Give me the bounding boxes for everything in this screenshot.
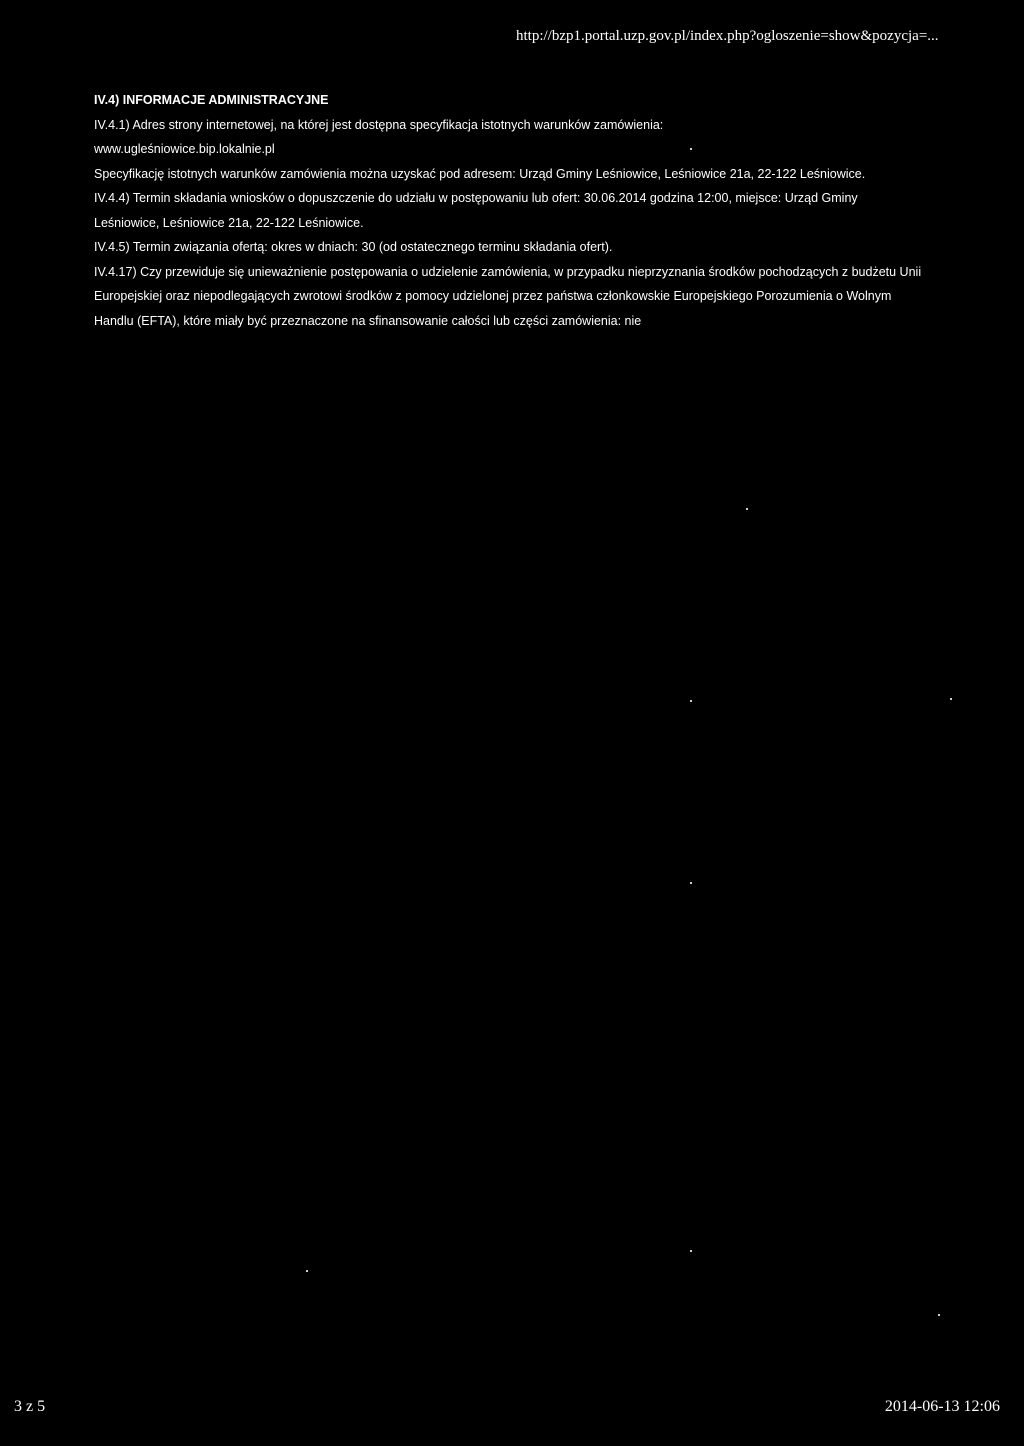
scan-speck bbox=[938, 1314, 940, 1316]
scan-speck bbox=[690, 148, 692, 150]
print-datetime: 2014-06-13 12:06 bbox=[884, 1398, 1000, 1415]
document-body bbox=[94, 88, 924, 333]
scan-speck bbox=[690, 882, 692, 884]
page-number: 3 z 5 bbox=[14, 1398, 46, 1415]
scan-speck bbox=[306, 1270, 308, 1272]
paragraph-spec-website: www.ugleśniowice.bip.lokalnie.pl bbox=[94, 142, 275, 156]
paragraph-submission-deadline: IV.4.4) Termin składania wniosków o dopuszczenie do udziału w postępowaniu lub ofert: 30.06.2014 godzina 12:00, miejsce: Urząd Gminy Leśniowice, Leśniowice 21a, 22-122 Leśniowice. bbox=[94, 191, 858, 230]
scan-speck bbox=[746, 508, 748, 510]
scan-speck bbox=[690, 700, 692, 702]
page-url-header: http://bzp1.portal.uzp.gov.pl/index.php?ogloszenie=show&pozycja=... bbox=[516, 28, 939, 44]
paragraph-spec-address-label: IV.4.1) Adres strony internetowej, na której jest dostępna specyfikacja istotnych warunków zamówienia: bbox=[94, 117, 664, 132]
paragraph-eu-funding-cancellation: IV.4.17) Czy przewiduje się unieważnienie postępowania o udzielenie zamówienia, w przypadku nieprzyznania środków pochodzących z budżetu Unii Europejskiej oraz niepodlegających zwrotowi środków z pomocy udzielonej przez państwa członkowskie Europejskiego Porozumienia o Wolnym Handlu (EFTA), które miały być przeznaczone na sfinansowanie całości lub części zamówienia: nie bbox=[94, 264, 922, 328]
scan-speck bbox=[950, 698, 952, 700]
scan-speck bbox=[690, 1250, 692, 1252]
paragraph-spec-obtain-address: Specyfikację istotnych warunków zamówienia można uzyskać pod adresem: Urząd Gminy Leśniowice, Leśniowice 21a, 22-122 Leśniowice. bbox=[94, 166, 866, 181]
paragraph-offer-validity: IV.4.5) Termin związania ofertą: okres w dniach: 30 (od ostatecznego terminu składania ofert). bbox=[94, 240, 613, 254]
section-heading: IV.4) INFORMACJE ADMINISTRACYJNE bbox=[94, 93, 329, 107]
